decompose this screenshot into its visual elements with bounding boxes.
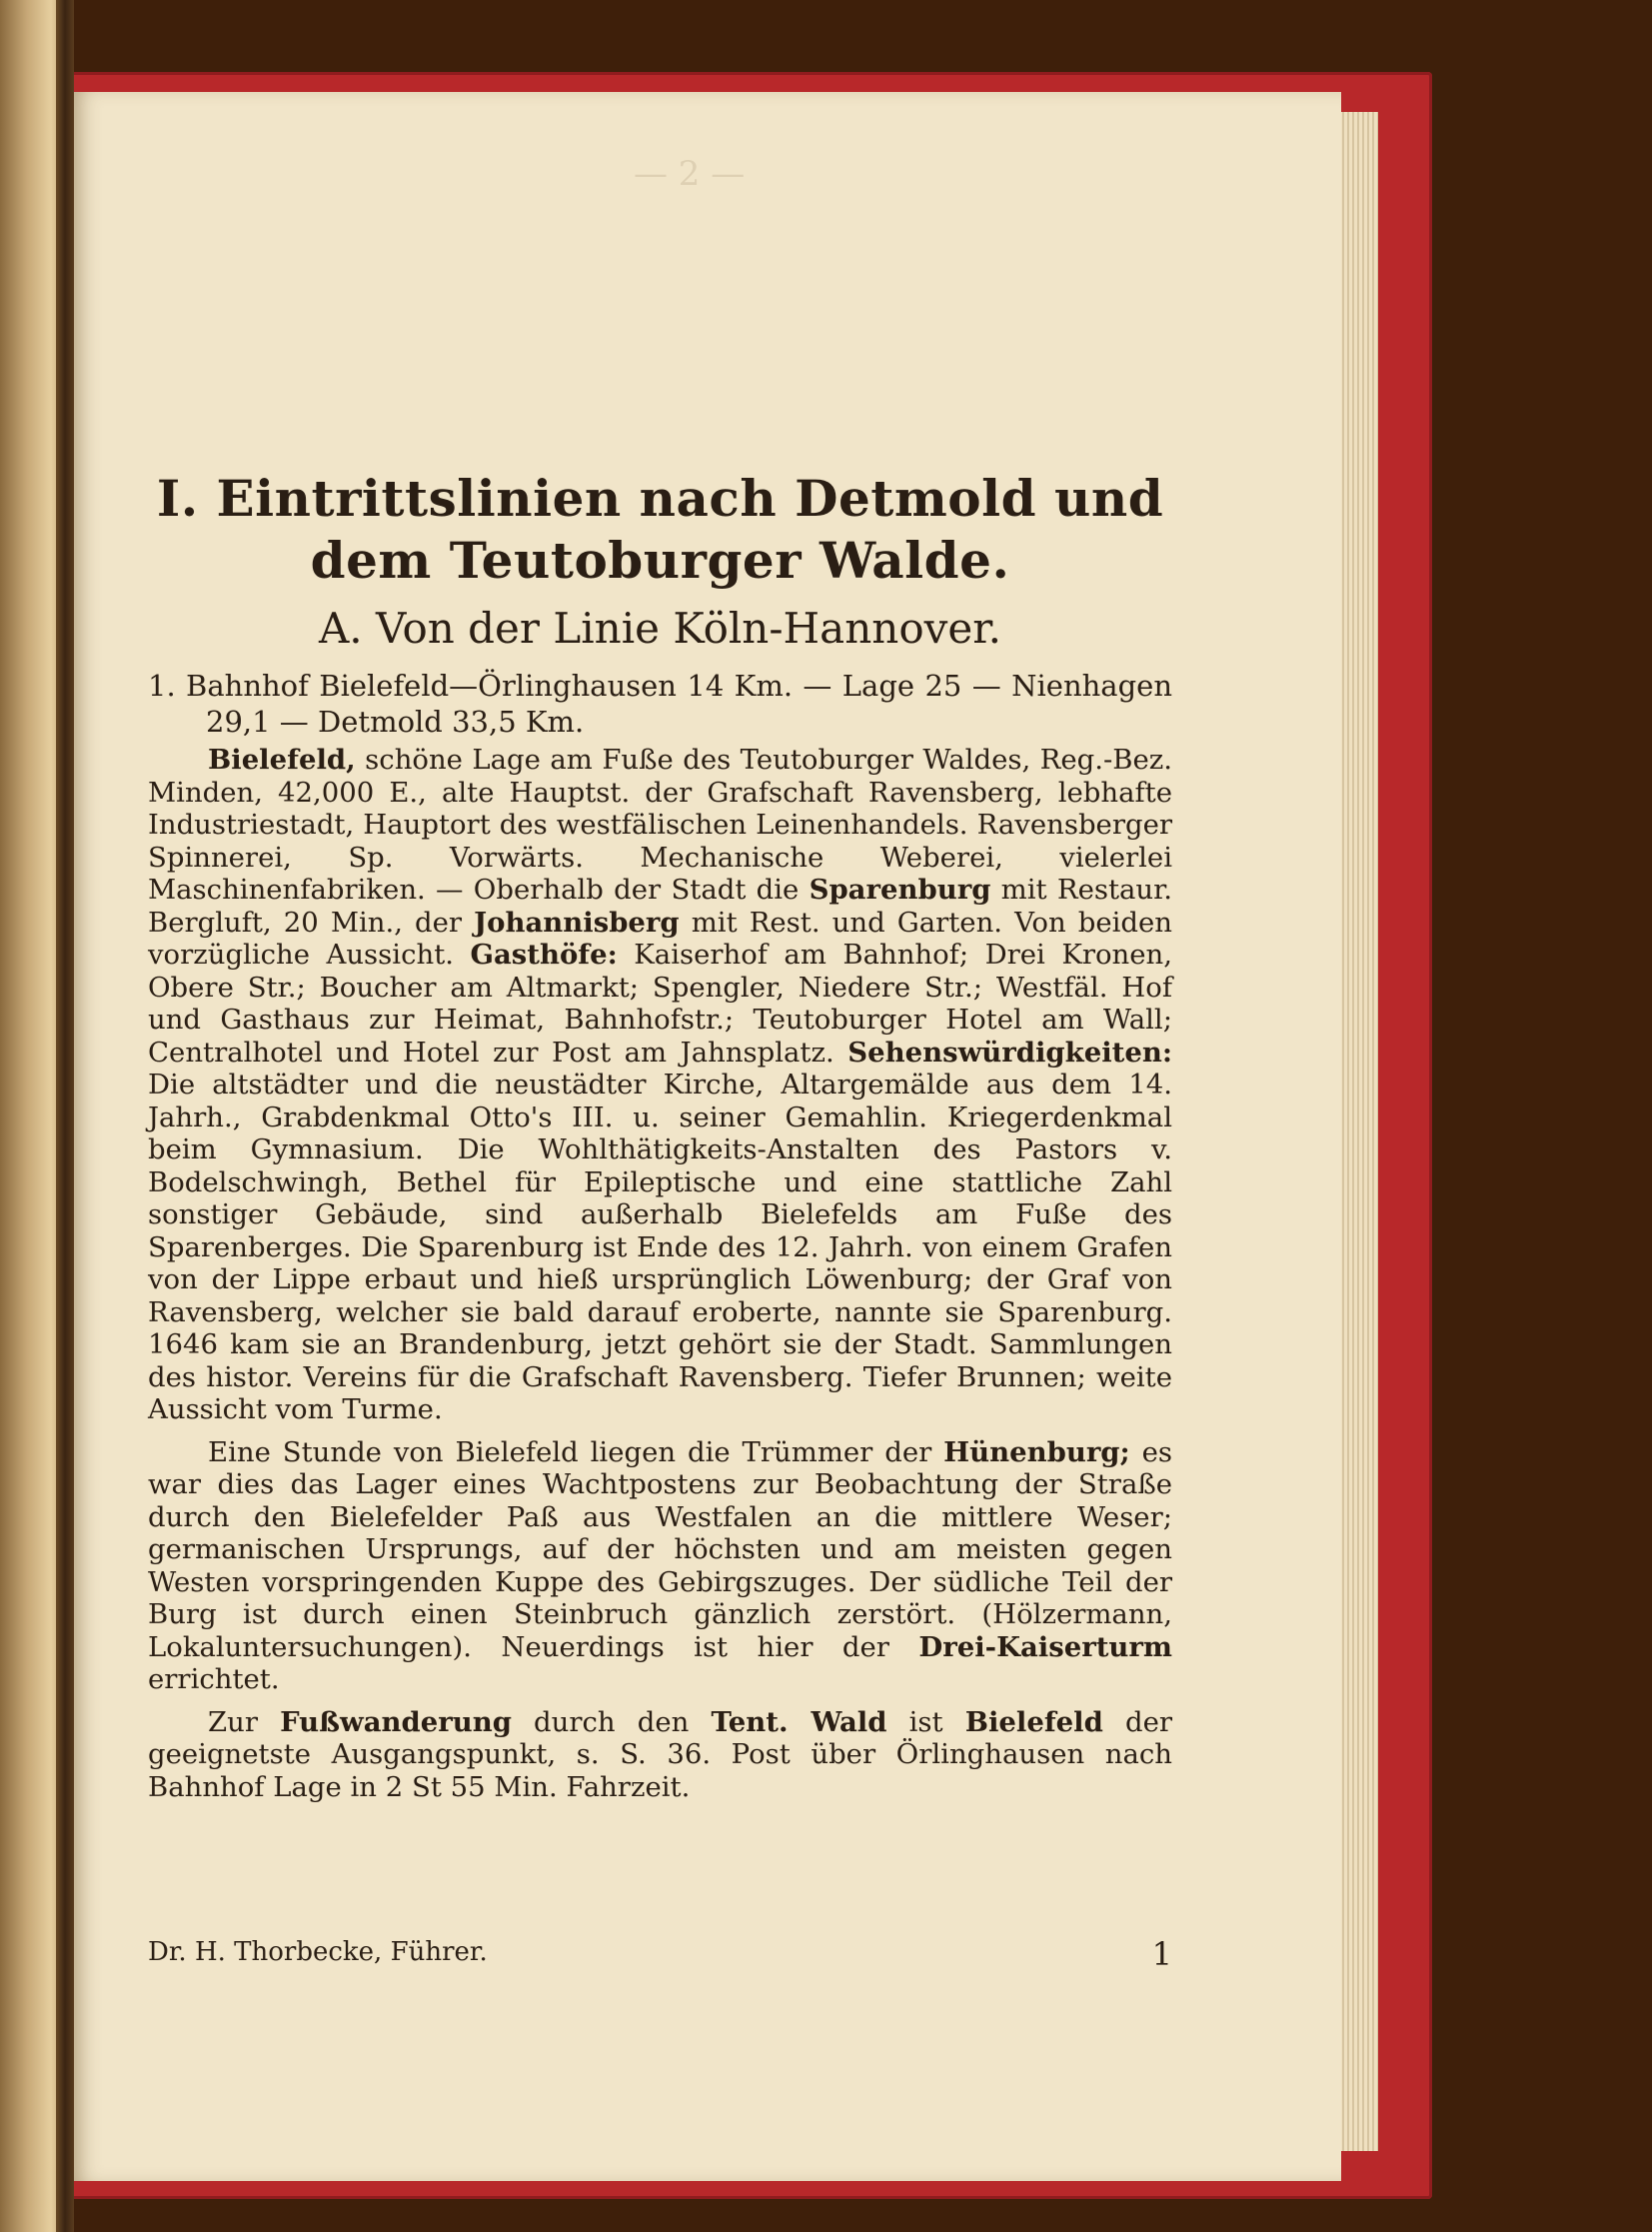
term-sehenswuerdigkeiten: Sehenswürdigkeiten: (847, 1036, 1172, 1069)
page-content (148, 468, 1172, 1803)
term-huenenburg: Hünenburg; (943, 1435, 1130, 1468)
chapter-heading: I. Eintrittslinien nach Detmold und dem Teutoburger Walde. (156, 469, 1164, 590)
paragraph-fusswanderung: Zur Fußwanderung durch den Tent. Wald ist Bielefeld der geeignetste Ausgangspunkt, s. S. 36. Post über Örlinghausen nach Bahnhof Lage in 2 St 55 Min. Fahrzeit. (148, 1705, 1173, 1803)
book-gutter (56, 0, 74, 2232)
paragraph-bielefeld: Bielefeld, schöne Lage am Fuße des Teutoburger Waldes, Reg.-Bez. Minden, 42,000 E., alte Hauptst. der Grafschaft Ravensberg, lebhafte Industriestadt, Hauptort des westfälischen Leinenhandels. Ravensberger Spinnerei, Sp. Vorwärts. Mechanische Weberei, vielerlei Maschinenfabriken. — Oberhalb der Stadt die Sparenburg mit Restaur. Bergluft, 20 Min., der Johannisberg mit Rest. und Garten. Von beiden vorzügliche Aussicht. Gasthöfe: Kaiserhof am Bahnhof; Drei Kronen, Obere Str.; Boucher am Altmarkt; Spengler, Niedere Str.; Westfäl. Hof und Gasthaus zur Heimat, Bahnhofstr.; Teutoburger Hotel am Wall; Centralhotel und Hotel zur Post am Jahnsplatz. Sehenswürdigkeiten: Die altstädter und die neustädter Kirche, Altargemälde aus dem 14. Jahrh., Grabdenkmal Otto's III. u. seiner Gemahlin. Kriegerdenkmal beim Gymnasium. Die Wohlthätigkeits-Anstalten des Pastors v. Bodelschwingh, Bethel für Epileptische und eine stattliche Zahl sonstiger Gebäude, sind außerhalb Bielefelds am Fuße des Sparenberges. Die Sparenburg ist Ende des 12. Jahrh. von einem Grafen von der Lippe erbaut und hieß ursprünglich Löwenburg; der Graf von Ravensberg, welcher sie bald darauf eroberte, nannte sie Sparenburg. 1646 kam sie an Brandenburg, jetzt gehört sie der Stadt. Sammlungen des histor. Vereins für die Grafschaft Ravensberg. Tiefer Brunnen; weite Aussicht vom Turme. (148, 744, 1173, 1425)
term-bielefeld-start: Bielefeld (964, 1705, 1103, 1738)
paragraph-huenenburg: Eine Stunde von Bielefeld liegen die Trümmer der Hünenburg; es war dies das Lager eines Wachtpostens zur Beobachtung der Straße durch den Bielefelder Paß aus Westfalen an die mittlere Weser; germanischen Ursprungs, auf der höchsten und am meisten gegen Westen vorspringenden Kuppe des Gebirgszuges. Der südliche Teil der Burg ist durch einen Steinbruch gänzlich zerstört. (Hölzermann, Lokaluntersuchungen). Neuerdings ist hier der Drei-Kaiserturm errichtet. (148, 1435, 1172, 1695)
term-tent-wald: Tent. Wald (711, 1705, 887, 1738)
bleed-through-page-number: — 2 — (634, 154, 746, 194)
term-johannisberg: Johannisberg (474, 906, 680, 939)
term-sparenburg: Sparenburg (809, 874, 991, 906)
signature-mark: 1 (1151, 1935, 1172, 1973)
term-drei-kaiserturm: Drei-Kaiserturm (918, 1630, 1172, 1663)
route-line: 1. Bahnhof Bielefeld—Örlinghausen 14 Km. — Lage 25 — Nienhagen 29,1 — Detmold 33,5 Km. (148, 669, 1172, 739)
term-bielefeld: Bielefeld, (208, 744, 356, 776)
footer-author: Dr. H. Thorbecke, Führer. (148, 1937, 488, 1967)
term-fusswanderung: Fußwanderung (280, 1705, 512, 1738)
section-heading: A. Von der Linie Köln-Hannover. (318, 604, 1002, 653)
term-gasthoefe: Gasthöfe: (470, 939, 618, 971)
